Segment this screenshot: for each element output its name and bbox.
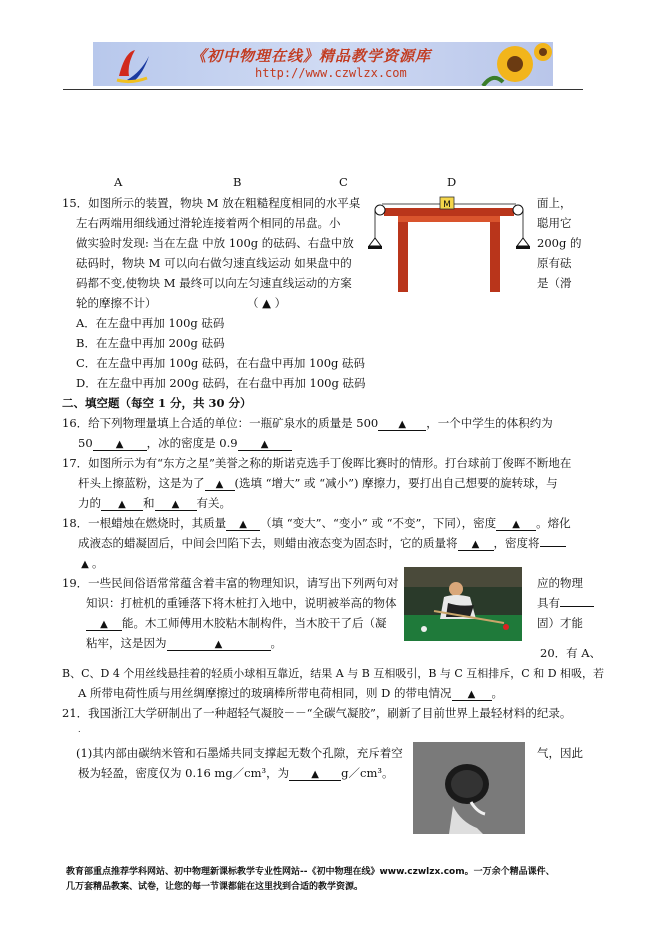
q19-text-right: 具有 [537,596,560,610]
q21-line-2: (1)其内部由碳纳米管和石墨烯共同支撑起无数个孔隙，充斥着空 [76,746,403,760]
section-fill-blank-title: 二、填空题（每空 1 分，共 30 分） [62,396,252,410]
q15-choice-a: A．在左盘中再加 100g 砝码 [76,316,225,330]
q15-line-3: 做实验时发现: 当在左盘 中放 100g 的砝码、右盘中放 [76,236,354,250]
q19-blank-1b[interactable] [86,616,122,631]
q18-blank-1[interactable] [226,516,260,531]
q20-blank-1[interactable] [452,686,492,701]
q21-line-1: 21．我国浙江大学研制出了一种超轻气凝胶－－“全碳气凝胶”，刷新了目前世界上最轻材料的纪录。 [62,706,572,720]
q15-line-5: 码都不变,使物块 M 最终可以向左匀速直线运动的方案 [76,276,352,290]
header-rule [63,89,583,90]
q19-text-4: 粘牢，这是因为 [86,636,167,650]
q17-blank-2[interactable] [101,496,143,511]
blank-mark: ▲ [115,439,124,450]
q21-dot: . [78,725,81,734]
q18-line-3: ▲ 。 [78,555,104,571]
blank-mark: ▲ [118,499,126,510]
q18-line-2 [78,535,566,551]
q17-text-5: 有关。 [196,496,231,510]
q15-right-2: 聪用它 [537,216,572,230]
q19-blank-1a[interactable] [560,606,594,607]
q17-text-1: 杆头上擦蓝粉，这是为了 [78,476,205,490]
q18-text-5: ，密度将 [493,536,540,550]
banner-title: 《初中物理在线》精品教学资源库 [191,47,432,65]
q15-answer-paren: （ ▲ ） [247,296,287,310]
q16-blank-3[interactable] [238,436,292,451]
q18-text-2: （填 “变大”、“变小” 或 “不变”，下同），密度 [260,516,497,530]
blank-mark: ▲ [467,689,476,700]
q18-blank-3[interactable] [458,536,494,551]
option-a: A [114,175,123,189]
q20-text-3: A 所带电荷性质与用丝绸摩擦过的玻璃棒所带电荷相同，则 D 的带电情况 [78,686,452,700]
q21-text-unit: g／cm³。 [341,766,394,780]
blank-mark: ▲ [239,519,247,530]
q17-text-4: 和 [143,496,155,510]
q15-line-1: 15．如图所示的装置，物块 M 放在粗糙程度相同的水平桌 [62,196,361,210]
q19-line-2-right [537,595,594,611]
q18-text-3: 。熔化 [536,516,571,530]
q15-right-1: 面上， [537,196,572,210]
q15-right-4: 原有砝 [537,256,572,270]
q20-line-3: A 所带电荷性质与用丝绸摩擦过的玻璃棒所带电荷相同，则 D 的带电情况 ▲ 。 [78,686,503,700]
option-b: B [233,175,242,189]
q16-blank-1[interactable] [378,416,426,431]
blank-mark: ▲ [311,769,319,780]
blank-mark: ▲ [214,639,223,650]
q18-text-4: 成液态的蜡凝固后，中间会凹陷下去，则蜡由液态变为固态时，它的质量将 [78,536,458,550]
header-banner [93,42,553,86]
q15-line-6: 轮的摩擦不计） [76,296,157,310]
q19-line-3-right: 固）才能 [537,616,583,630]
q19-blank-2[interactable] [167,636,271,651]
q15-choice-c: C．在左盘中再加 100g 砝码，在右盘中再加 100g 砝码 [76,356,366,370]
footer-line-2: 几万套精品教案、试卷，让您的每一节课都能在这里找到合适的教学资源。 [66,882,364,892]
q16-text-4: ，冰的密度是 0.9 [146,436,238,450]
q19-line-2: 知识：打桩机的重锤落下将木桩打入地中，说明被举高的物体 [86,596,397,610]
table-pulley-figure [366,190,531,300]
option-c: C [339,175,348,189]
q18-blank-4b[interactable] [78,556,92,570]
q16-text-2: ，一个中学生的体积约为 [426,416,553,430]
q20-line-2: B、C、D 4 个用丝线悬挂着的轻质小球相互靠近，结果 A 与 B 互相吸引，B 与 C 互相排斥，C 和 D 相吸，若 [62,667,605,680]
q15-right-5: 是（滑 [537,276,572,290]
q16-line-2 [78,435,292,451]
q19-line-1: 19．一些民间俗语常常蕴含着丰富的物理知识，请写出下列两句对 [62,576,399,590]
q17-line-1: 17．如图所示为有“东方之星”美誉之称的斯诺克选手丁俊晖比赛时的情形。打台球前丁俊晖不断地在 [62,456,572,470]
sunflower-icon [473,42,553,86]
option-d: D [447,175,457,189]
blank-mark: ▲ [171,499,180,510]
q15-right-3: 200g 的 [537,236,582,250]
blank-mark: ▲ [260,439,269,450]
blank-mark: ▲ [81,559,89,570]
q15-choice-d: D．在左盘中再加 200g 砝码，在右盘中再加 100g 砝码 [76,376,366,390]
q19-line-3 [86,615,387,631]
blank-mark: ▲ [471,539,480,550]
banner-url[interactable]: http://www.czwlzx.com [255,66,407,80]
q21-blank-1[interactable] [289,766,341,781]
q17-line-3 [78,495,231,511]
q17-blank-1[interactable] [205,476,235,491]
q20-line-1: 20．有 A、 [540,646,602,660]
q15-line-2: 左右两端用细线通过滑轮连接着两个相同的吊盘。小 [76,216,341,230]
q16-blank-2[interactable] [93,436,147,451]
q16-text-3: 50 [78,436,93,450]
q18-line-1 [62,515,571,531]
block-m-label: M [443,200,451,210]
q16-text-1: 16．给下列物理量填上合适的单位：一瓶矿泉水的质量是 500 [62,416,379,430]
q17-text-3: 力的 [78,496,101,510]
q17-text-2: (选填 “增大” 或 “减小”) 摩擦力，要打出自己想要的旋转球，与 [234,476,558,490]
q17-line-2 [78,475,558,491]
q16-line-1 [62,415,553,431]
blank-mark: ▲ [398,419,407,430]
logo-icon [113,46,153,84]
aerogel-photo [413,742,525,834]
footer-line-1: 教育部重点推荐学科网站、初中物理新课标教学专业性网站--《初中物理在线》www.czwlzx.com。一万余个精品课件、 [66,867,555,877]
q15-choice-b: B．在左盘中再加 200g 砝码 [76,336,225,350]
q18-blank-4a[interactable] [540,546,566,547]
q21-line-3 [78,765,393,781]
blank-mark: ▲ [512,519,520,530]
q21-line-2-right: 气，因此 [537,746,583,760]
snooker-player-photo [404,567,522,641]
q18-text-1: 18．一根蜡烛在燃烧时，其质量 [62,516,227,530]
q17-blank-3[interactable] [155,496,197,511]
blank-mark: ▲ [215,479,224,490]
q21-text-3: 极为轻盈，密度仅为 0.16 mg／cm³，为 [78,766,290,780]
q19-line-1-right: 应的物理 [537,576,583,590]
q19-text-3: 能。木工师傅用木胶粘木制构件，当木胶干了后（凝 [122,616,387,630]
blank-mark: ▲ [100,619,108,630]
q19-line-4: 粘牢，这是因为 ▲ 。 [86,636,282,650]
q15-line-4: 砝码时，物块 M 可以向右做匀速直线运动 如果盘中的 [76,256,352,270]
q18-blank-2[interactable] [496,516,536,531]
